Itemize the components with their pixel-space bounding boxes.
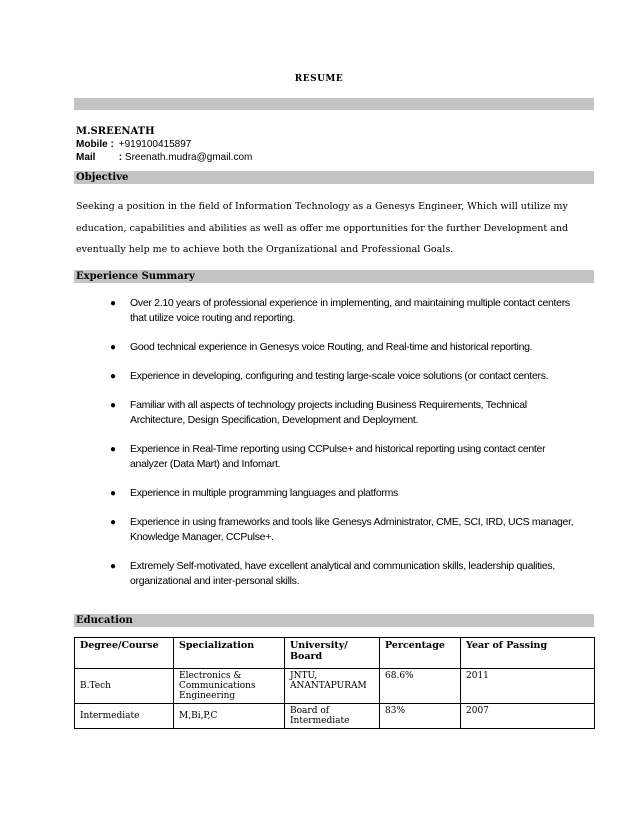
bullet-icon: ● [110, 371, 116, 382]
candidate-name: M.SREENATH [76, 126, 155, 137]
list-item: ● Experience in developing, configuring and testing large-scale voice solutions (or contact centers. [110, 370, 549, 382]
table-cell: JNTU, ANANTAPURAM [285, 669, 380, 704]
experience-heading-bar [74, 270, 594, 283]
objective-heading: Objective [76, 172, 129, 183]
table-header-row [75, 638, 595, 669]
column-header: Year of Passing [461, 638, 595, 669]
education-heading-bar [74, 614, 594, 627]
mail-label: Mail [76, 152, 96, 163]
bullet-icon: ● [110, 488, 116, 499]
bullet-icon: ● [110, 400, 116, 411]
bullet-icon: ● [110, 517, 116, 528]
list-item: ● Experience in multiple programming languages and platforms [110, 487, 399, 499]
table-cell: Intermediate [75, 704, 174, 729]
mobile-label: Mobile : [76, 139, 114, 150]
list-item: ● Experience in Real-Time reporting using CCPulse+ and historical reporting using contact center analyzer (Data Mart) and Infomart. [110, 443, 546, 470]
table-cell: 2011 [461, 669, 595, 704]
education-table [74, 637, 595, 729]
table-cell: 68.6% [380, 669, 461, 704]
list-item: ● Familiar with all aspects of technology projects including Business Requirements, Technical Architecture, Design Specification, Development and Deployment. [110, 399, 527, 426]
table-cell: Electronics & Communications Engineering [174, 669, 285, 704]
list-item: ● Over 2.10 years of professional experience in implementing, and maintaining multiple contact centers that utilize voice routing and reporting. [110, 297, 570, 324]
list-item: ● Experience in using frameworks and tools like Genesys Administrator, CME, SCI, IRD, UCS manager, Knowledge Manager, CCPulse+. [110, 516, 574, 543]
table-cell: 83% [380, 704, 461, 729]
bullet-icon: ● [110, 342, 116, 353]
contact-block [76, 125, 252, 164]
mobile-row [76, 138, 252, 151]
bullet-icon: ● [110, 561, 116, 572]
list-item: ● Good technical experience in Genesys voice Routing, and Real-time and historical reporting. [110, 341, 533, 353]
table-cell: B.Tech [75, 669, 174, 704]
table-row [75, 669, 595, 704]
header-divider-bar [74, 98, 594, 110]
education-heading: Education [76, 615, 133, 626]
page-title: RESUME [294, 74, 344, 84]
mail-address: Sreenath.mudra@gmail.com [124, 152, 253, 163]
column-header: Degree/Course [75, 638, 174, 669]
mail-row [76, 151, 252, 164]
list-item: ● Extremely Self-motivated, have excellent analytical and communication skills, leadership qualities, organizational and inter-personal skills. [110, 560, 555, 587]
column-header: University/ Board [285, 638, 380, 669]
mail-colon: : [118, 152, 123, 163]
objective-text: Seeking a position in the field of Information Technology as a Genesys Engineer, Which will utilize my education, capabilities and abilities as well as offer me opportunities for the further Development and eventually help me to achieve both the Organizational and Professional Goals. [76, 201, 569, 255]
table-cell: Board of Intermediate [285, 704, 380, 729]
experience-heading: Experience Summary [76, 271, 195, 282]
table-row [75, 704, 595, 729]
objective-heading-bar [74, 171, 594, 184]
bullet-icon: ● [110, 444, 116, 455]
bullet-icon: ● [110, 298, 116, 309]
mobile-number: +919100415897 [118, 139, 192, 150]
column-header: Percentage [380, 638, 461, 669]
column-header: Specialization [174, 638, 285, 669]
table-cell: M,Bi,P,C [174, 704, 285, 729]
table-cell: 2007 [461, 704, 595, 729]
experience-list [110, 296, 580, 603]
